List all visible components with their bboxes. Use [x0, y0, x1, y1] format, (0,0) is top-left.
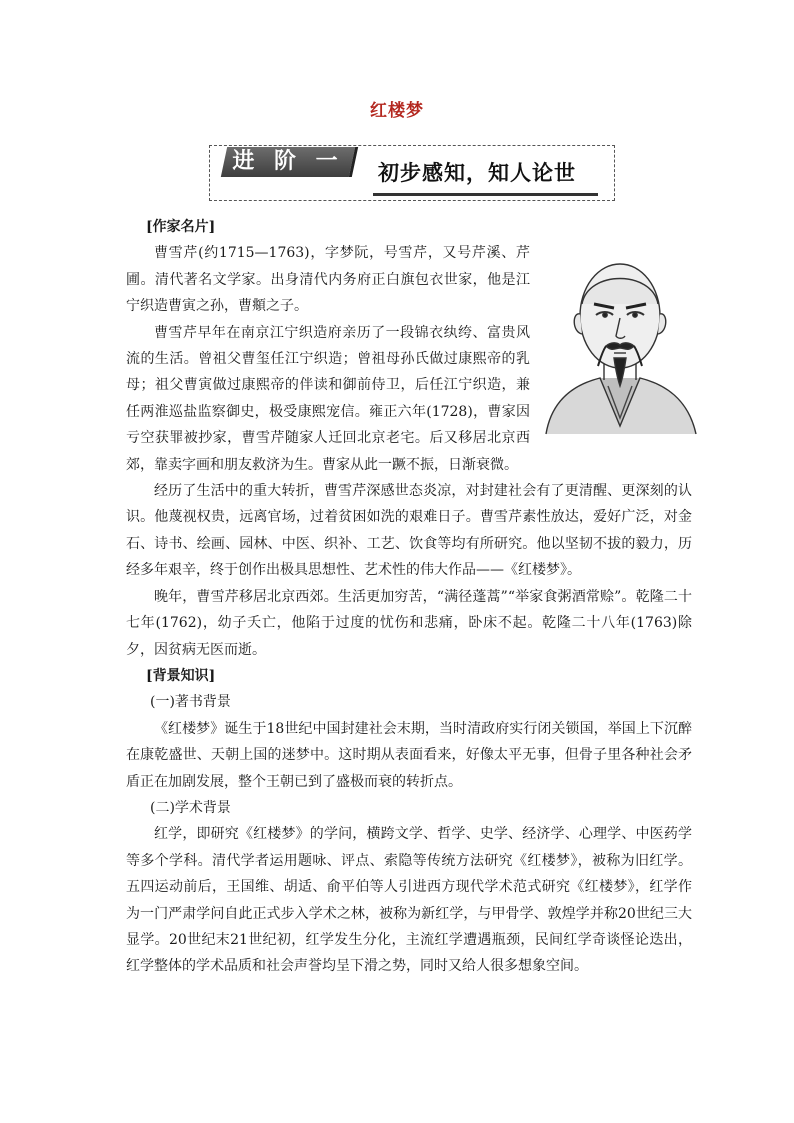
background-heading: [背景知识] — [146, 667, 216, 684]
background-sub-2: (二)学术背景 — [150, 799, 231, 816]
stage-label-box — [221, 147, 358, 177]
background-paragraph-2: 红学，即研究《红楼梦》的学问，横跨文学、哲学、史学、经济学、心理学、中医药学等多个学科。清代学者运用题咏、评点、索隐等传统方法研究《红楼梦》，被称为旧红学。五四运动前后，王国维、胡适、俞平伯等人引进西方现代学术范式研究《红楼梦》，红学作为一门严肃学问自此正式步入学术之林，被称为新红学，与甲骨学、敦煌学并称20世纪三大显学。20世纪末21世纪初，红学发生分化，主流红学遭遇瓶颈，民间红学奇谈怪论迭出，红学整体的学术品质和社会声誉均呈下滑之势，同时又给人很多想象空间。 — [126, 826, 692, 975]
stage-subtitle: 初步感知，知人论世 — [378, 161, 576, 185]
author-paragraph-1: 曹雪芹(约1715—1763)，字梦阮，号雪芹，又号芹溪、芹圃。清代著名文学家。出身清代内务府正白旗包衣世家，他是江宁织造曹寅之孙，曹頫之子。 — [126, 245, 530, 315]
author-paragraph-4: 晚年，曹雪芹移居北京西郊。生活更加穷苦，“满径蓬蒿”“举家食粥酒常赊”。乾隆二十七年(1762)，幼子夭亡，他陷于过度的忧伤和悲痛，卧床不起。乾隆二十八年(1763)除夕，因贫病无医而逝。 — [126, 588, 692, 658]
stage-subtitle-box — [373, 155, 598, 196]
stage-label: 进 阶 一 — [232, 149, 344, 174]
cao-xueqin-portrait-icon — [538, 248, 702, 436]
section-banner — [209, 145, 615, 201]
author-heading: [作家名片] — [146, 219, 216, 235]
page-title: 红楼梦 — [370, 101, 424, 121]
author-paragraph-2: 曹雪芹早年在南京江宁织造府亲历了一段锦衣纨绔、富贵风流的生活。曾祖父曹玺任江宁织造；曾祖母孙氏做过康熙帝的乳母；祖父曹寅做过康熙帝的伴读和御前侍卫，后任江宁织造，兼任两淮巡盐监察御史，极受康熙宠信。雍正六年(1728)，曹家因亏空获罪被抄家，曹雪芹随家人迁回北京老宅。后又移居北京西郊，靠卖字画和朋友救济为生。曹家从此一蹶不振，日渐衰微。 — [126, 324, 530, 473]
author-paragraph-3: 经历了生活中的重大转折，曹雪芹深感世态炎凉，对封建社会有了更清醒、更深刻的认识。他蔑视权贵，远离官场，过着贫困如洗的艰难日子。曹雪芹素性放达，爱好广泛，对金石、诗书、绘画、园林、中医、织补、工艺、饮食等均有所研究。他以坚韧不拔的毅力，历经多年艰辛，终于创作出极具思想性、艺术性的伟大作品——《红楼梦》。 — [126, 483, 692, 579]
background-sub-1: (一)著书背景 — [150, 694, 231, 711]
background-paragraph-1: 《红楼梦》诞生于18世纪中国封建社会末期，当时清政府实行闭关锁国，举国上下沉醉在康乾盛世、天朝上国的迷梦中。这时期从表面看来，好像太平无事，但骨子里各种社会矛盾正在加剧发展，整个王朝已到了盛极而衰的转折点。 — [126, 720, 692, 790]
main-content — [126, 214, 692, 980]
